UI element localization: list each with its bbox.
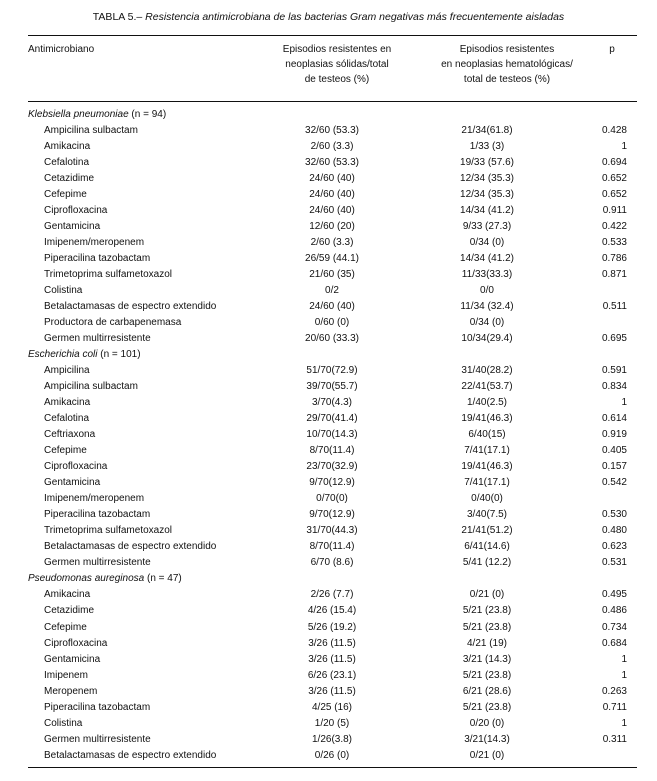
hematologic-cell: 1/40(2.5) bbox=[466, 397, 508, 409]
table-row bbox=[28, 507, 637, 523]
hematologic-cell: 5/21 (23.8) bbox=[462, 621, 512, 633]
p-value-cell: 1 bbox=[621, 141, 627, 153]
hematologic-cell: 6/41(14.6) bbox=[464, 541, 510, 553]
group-row bbox=[28, 571, 637, 587]
antimicrobial-cell: Imipenem/meropenem bbox=[44, 493, 145, 505]
antimicrobial-cell: Imipenem bbox=[44, 669, 88, 681]
antimicrobial-cell: Trimetoprima sulfametoxazol bbox=[44, 269, 173, 281]
table-row bbox=[28, 748, 637, 764]
antimicrobial-cell: Betalactamasas de espectro extendido bbox=[44, 301, 217, 313]
table-caption bbox=[0, 11, 657, 23]
p-value-cell: 0.684 bbox=[601, 637, 627, 649]
hematologic-cell: 31/40(28.2) bbox=[461, 365, 513, 377]
p-value-cell: 0.480 bbox=[601, 525, 627, 537]
antimicrobial-cell: Ampicilina sulbactam bbox=[44, 125, 138, 137]
table-row bbox=[28, 475, 637, 491]
antimicrobial-cell: Colistina bbox=[44, 717, 83, 729]
solid-cell: 8/70(11.4) bbox=[309, 445, 355, 457]
solid-cell: 32/60 (53.3) bbox=[305, 157, 359, 169]
solid-cell: 31/70(44.3) bbox=[306, 525, 358, 537]
table-row bbox=[28, 636, 637, 652]
group-count: (n = 101) bbox=[100, 349, 141, 361]
antimicrobial-cell: Germen multirresistente bbox=[44, 733, 151, 745]
table-row bbox=[28, 523, 637, 539]
solid-cell: 24/60 (40) bbox=[309, 205, 355, 217]
p-value-cell: 0.511 bbox=[602, 301, 627, 313]
antimicrobial-cell: Betalactamasas de espectro extendido bbox=[44, 541, 217, 553]
antimicrobial-cell: Ciprofloxacina bbox=[44, 637, 108, 649]
antimicrobial-cell: Ciprofloxacina bbox=[44, 205, 108, 217]
solid-cell: 3/26 (11.5) bbox=[308, 637, 356, 649]
hematologic-cell: 22/41(53.7) bbox=[461, 381, 513, 393]
antimicrobial-cell: Ampicilina bbox=[44, 365, 90, 377]
header-table bbox=[28, 42, 637, 87]
table-row bbox=[28, 251, 637, 267]
solid-cell: 4/25 (16) bbox=[311, 701, 353, 713]
solid-cell: 8/70(11.4) bbox=[309, 541, 355, 553]
hematologic-cell: 6/40(15) bbox=[468, 429, 506, 441]
solid-cell: 23/70(32.9) bbox=[306, 461, 358, 473]
group-name: Pseudomonas aureginosa bbox=[28, 573, 145, 585]
table-row bbox=[28, 620, 637, 636]
hematologic-cell: 14/34 (41.2) bbox=[460, 253, 514, 265]
table-title: Resistencia antimicrobiana de las bacterias Gram negativas más frecuentemente aisladas bbox=[145, 11, 565, 23]
solid-cell: 39/70(55.7) bbox=[306, 381, 358, 393]
group-row bbox=[28, 347, 637, 363]
hematologic-cell: 0/34 (0) bbox=[469, 317, 505, 329]
p-value-cell: 1 bbox=[621, 669, 627, 681]
solid-cell: 0/60 (0) bbox=[314, 317, 350, 329]
solid-cell: 0/26 (0) bbox=[314, 749, 350, 761]
table-row bbox=[28, 603, 637, 619]
antimicrobial-cell: Ampicilina sulbactam bbox=[44, 381, 138, 393]
top-rule bbox=[28, 35, 637, 36]
solid-cell: 20/60 (33.3) bbox=[305, 333, 359, 345]
table-row bbox=[28, 491, 637, 507]
antimicrobial-cell: Betalactamasas de espectro extendido bbox=[44, 749, 217, 761]
hematologic-cell: 9/33 (27.3) bbox=[462, 221, 512, 233]
table-row bbox=[28, 315, 637, 331]
p-value-cell: 0.652 bbox=[601, 189, 627, 201]
p-value-cell: 0.542 bbox=[601, 477, 627, 489]
p-value-cell: 0.530 bbox=[601, 509, 627, 521]
hematologic-cell: 19/41(46.3) bbox=[461, 413, 513, 425]
antimicrobial-cell: Cetazidime bbox=[44, 605, 95, 617]
p-value-cell: 0.711 bbox=[602, 701, 627, 713]
data-table-body bbox=[28, 107, 637, 764]
table-row bbox=[28, 395, 637, 411]
header-p: p bbox=[609, 44, 615, 55]
p-value-cell: 0.623 bbox=[601, 541, 627, 553]
antimicrobial-cell: Germen multirresistente bbox=[44, 333, 151, 345]
hematologic-cell: 5/21 (23.8) bbox=[462, 701, 512, 713]
table-row bbox=[28, 155, 637, 171]
table-row bbox=[28, 139, 637, 155]
antimicrobial-cell: Meropenem bbox=[44, 685, 98, 697]
table-label: TABLA 5.– bbox=[92, 11, 143, 23]
solid-cell: 1/20 (5) bbox=[314, 717, 350, 729]
solid-cell: 3/70(4.3) bbox=[311, 397, 353, 409]
p-value-cell: 0.834 bbox=[601, 381, 627, 393]
bottom-rule bbox=[28, 767, 637, 768]
table-row bbox=[28, 539, 637, 555]
solid-cell: 2/60 (3.3) bbox=[310, 237, 354, 249]
table-row bbox=[28, 700, 637, 716]
hematologic-cell: 3/40(7.5) bbox=[466, 509, 508, 521]
antimicrobial-cell: Imipenem/meropenem bbox=[44, 237, 145, 249]
table-row bbox=[28, 363, 637, 379]
p-value-cell: 0.694 bbox=[601, 157, 627, 169]
hematologic-cell: 4/21 (19) bbox=[466, 637, 508, 649]
p-value-cell: 1 bbox=[621, 717, 627, 729]
group-name: Klebsiella pneumoniae bbox=[28, 109, 129, 120]
table-row bbox=[28, 219, 637, 235]
hematologic-cell: 14/34 (41.2) bbox=[460, 205, 514, 217]
hematologic-cell: 3/21(14.3) bbox=[464, 733, 510, 745]
table-row bbox=[28, 443, 637, 459]
hematologic-cell: 0/21 (0) bbox=[469, 749, 505, 761]
p-value-cell: 0.405 bbox=[601, 445, 627, 457]
p-value-cell: 0.734 bbox=[601, 621, 627, 633]
hematologic-cell: 7/41(17.1) bbox=[464, 445, 510, 457]
hematologic-cell: 11/34 (32.4) bbox=[460, 301, 514, 313]
solid-cell: 24/60 (40) bbox=[309, 301, 355, 313]
p-value-cell: 0.311 bbox=[602, 733, 627, 745]
table-row bbox=[28, 203, 637, 219]
antimicrobial-cell: Amikacina bbox=[44, 589, 91, 601]
table-row bbox=[28, 299, 637, 315]
header-antimicrobial: Antimicrobiano bbox=[28, 44, 95, 55]
header-hematologic: Episodios resistentes en neoplasias hematológicas/ total de testeos (%) bbox=[441, 44, 573, 85]
antimicrobial-cell: Productora de carbapenemasa bbox=[44, 317, 182, 329]
table-row bbox=[28, 668, 637, 684]
hematologic-cell: 7/41(17.1) bbox=[464, 477, 510, 489]
p-value-cell: 0.157 bbox=[601, 461, 627, 473]
table-row bbox=[28, 555, 637, 571]
solid-cell: 2/60 (3.3) bbox=[310, 141, 354, 153]
hematologic-cell: 19/41(46.3) bbox=[461, 461, 513, 473]
hematologic-cell: 0/21 (0) bbox=[469, 589, 505, 601]
table-row bbox=[28, 187, 637, 203]
antimicrobial-cell: Germen multirresistente bbox=[44, 557, 151, 569]
antimicrobial-cell: Gentamicina bbox=[44, 477, 101, 489]
solid-cell: 26/59 (44.1) bbox=[305, 253, 359, 265]
table-row bbox=[28, 123, 637, 139]
table-row bbox=[28, 267, 637, 283]
p-value-cell: 0.486 bbox=[601, 605, 627, 617]
p-value-cell bbox=[567, 748, 637, 764]
antimicrobial-cell: Cefalotina bbox=[44, 413, 90, 425]
group-row bbox=[28, 107, 637, 123]
p-value-cell bbox=[567, 315, 637, 331]
solid-cell: 24/60 (40) bbox=[309, 189, 355, 201]
p-value-cell: 0.871 bbox=[601, 269, 627, 281]
solid-cell: 24/60 (40) bbox=[309, 173, 355, 185]
table-row bbox=[28, 459, 637, 475]
solid-cell: 9/70(12.9) bbox=[309, 509, 355, 521]
solid-cell: 5/26 (19.2) bbox=[307, 621, 357, 633]
antimicrobial-cell: Trimetoprima sulfametoxazol bbox=[44, 525, 173, 537]
antimicrobial-cell: Amikacina bbox=[44, 397, 91, 409]
p-value-cell: 0.591 bbox=[601, 365, 627, 377]
antimicrobial-cell: Colistina bbox=[44, 285, 83, 297]
table-row bbox=[28, 171, 637, 187]
hematologic-cell: 5/41 (12.2) bbox=[462, 557, 512, 569]
p-value-cell: 0.263 bbox=[601, 685, 627, 697]
hematologic-cell: 0/20 (0) bbox=[469, 717, 505, 729]
solid-cell: 4/26 (15.4) bbox=[307, 605, 357, 617]
p-value-cell bbox=[567, 491, 637, 507]
p-value-cell: 0.495 bbox=[601, 589, 627, 601]
solid-cell: 6/70 (8.6) bbox=[310, 557, 354, 569]
hematologic-cell: 0/0 bbox=[480, 285, 494, 297]
table-row bbox=[28, 411, 637, 427]
p-value-cell: 0.695 bbox=[601, 333, 627, 345]
solid-cell: 2/26 (7.7) bbox=[310, 589, 354, 601]
hematologic-cell: 0/34 (0) bbox=[469, 237, 505, 249]
antimicrobial-cell: Amikacina bbox=[44, 141, 91, 153]
table-row bbox=[28, 716, 637, 732]
solid-cell: 3/26 (11.5) bbox=[308, 685, 356, 697]
table-row bbox=[28, 732, 637, 748]
solid-cell: 29/70(41.4) bbox=[306, 413, 358, 425]
hematologic-cell: 6/21 (28.6) bbox=[462, 685, 512, 697]
solid-cell: 12/60 (20) bbox=[309, 221, 355, 233]
p-value-cell: 0.422 bbox=[601, 221, 627, 233]
table-row bbox=[28, 283, 637, 299]
p-value-cell: 0.652 bbox=[601, 173, 627, 185]
table-row bbox=[28, 684, 637, 700]
antimicrobial-cell: Cefepime bbox=[44, 621, 87, 633]
group-name: Escherichia coli bbox=[28, 349, 98, 361]
table-row bbox=[28, 379, 637, 395]
antimicrobial-cell: Cefepime bbox=[44, 189, 87, 201]
antimicrobial-cell: Ciprofloxacina bbox=[44, 461, 108, 473]
antimicrobial-cell: Cetazidime bbox=[44, 173, 95, 185]
hematologic-cell: 10/34(29.4) bbox=[461, 333, 513, 345]
solid-cell: 51/70(72.9) bbox=[306, 365, 358, 377]
hematologic-cell: 19/33 (57.6) bbox=[460, 157, 514, 169]
p-value-cell: 0.786 bbox=[601, 253, 627, 265]
hematologic-cell: 1/33 (3) bbox=[469, 141, 505, 153]
solid-cell: 0/70(0) bbox=[316, 493, 348, 505]
table-row bbox=[28, 331, 637, 347]
antimicrobial-cell: Piperacilina tazobactam bbox=[44, 253, 151, 265]
p-value-cell: 0.911 bbox=[602, 205, 627, 217]
hematologic-cell: 5/21 (23.8) bbox=[462, 605, 512, 617]
solid-cell: 9/70(12.9) bbox=[309, 477, 355, 489]
solid-cell: 10/70(14.3) bbox=[306, 429, 358, 441]
hematologic-cell: 0/40(0) bbox=[471, 493, 503, 505]
p-value-cell: 1 bbox=[621, 397, 627, 409]
hematologic-cell: 11/33(33.3) bbox=[461, 269, 513, 281]
p-value-cell: 0.428 bbox=[601, 125, 627, 137]
group-count: (n = 47) bbox=[146, 573, 182, 585]
solid-cell: 6/26 (23.1) bbox=[307, 669, 357, 681]
antimicrobial-cell: Gentamicina bbox=[44, 221, 101, 233]
antimicrobial-cell: Ceftriaxona bbox=[44, 429, 96, 441]
p-value-cell: 0.531 bbox=[601, 557, 627, 569]
hematologic-cell: 3/21 (14.3) bbox=[462, 653, 512, 665]
table-row bbox=[28, 235, 637, 251]
antimicrobial-cell: Piperacilina tazobactam bbox=[44, 509, 151, 521]
solid-cell: 0/2 bbox=[325, 285, 339, 297]
solid-cell: 21/60 (35) bbox=[309, 269, 355, 281]
table-row bbox=[28, 587, 637, 603]
p-value-cell: 0.614 bbox=[601, 413, 627, 425]
hematologic-cell: 21/34(61.8) bbox=[461, 125, 513, 137]
hematologic-cell: 12/34 (35.3) bbox=[460, 189, 514, 201]
hematologic-cell: 21/41(51.2) bbox=[461, 525, 513, 537]
table-row bbox=[28, 652, 637, 668]
antimicrobial-cell: Cefepime bbox=[44, 445, 87, 457]
group-count: (n = 94) bbox=[131, 109, 167, 120]
hematologic-cell: 5/21 (23.8) bbox=[462, 669, 512, 681]
p-value-cell: 1 bbox=[621, 653, 627, 665]
p-value-cell: 0.919 bbox=[601, 429, 627, 441]
data-table bbox=[28, 107, 637, 764]
antimicrobial-cell: Gentamicina bbox=[44, 653, 101, 665]
p-value-cell: 0.533 bbox=[601, 237, 627, 249]
table-row bbox=[28, 427, 637, 443]
solid-cell: 1/26(3.8) bbox=[311, 733, 353, 745]
solid-cell: 32/60 (53.3) bbox=[305, 125, 359, 137]
antimicrobial-cell: Piperacilina tazobactam bbox=[44, 701, 151, 713]
p-value-cell bbox=[567, 283, 637, 299]
solid-cell: 3/26 (11.5) bbox=[308, 653, 356, 665]
hematologic-cell: 12/34 (35.3) bbox=[460, 173, 514, 185]
header-solid: Episodios resistentes en neoplasias sólidas/total de testeos (%) bbox=[282, 44, 392, 85]
header-rule bbox=[28, 101, 637, 102]
antimicrobial-cell: Cefalotina bbox=[44, 157, 90, 169]
